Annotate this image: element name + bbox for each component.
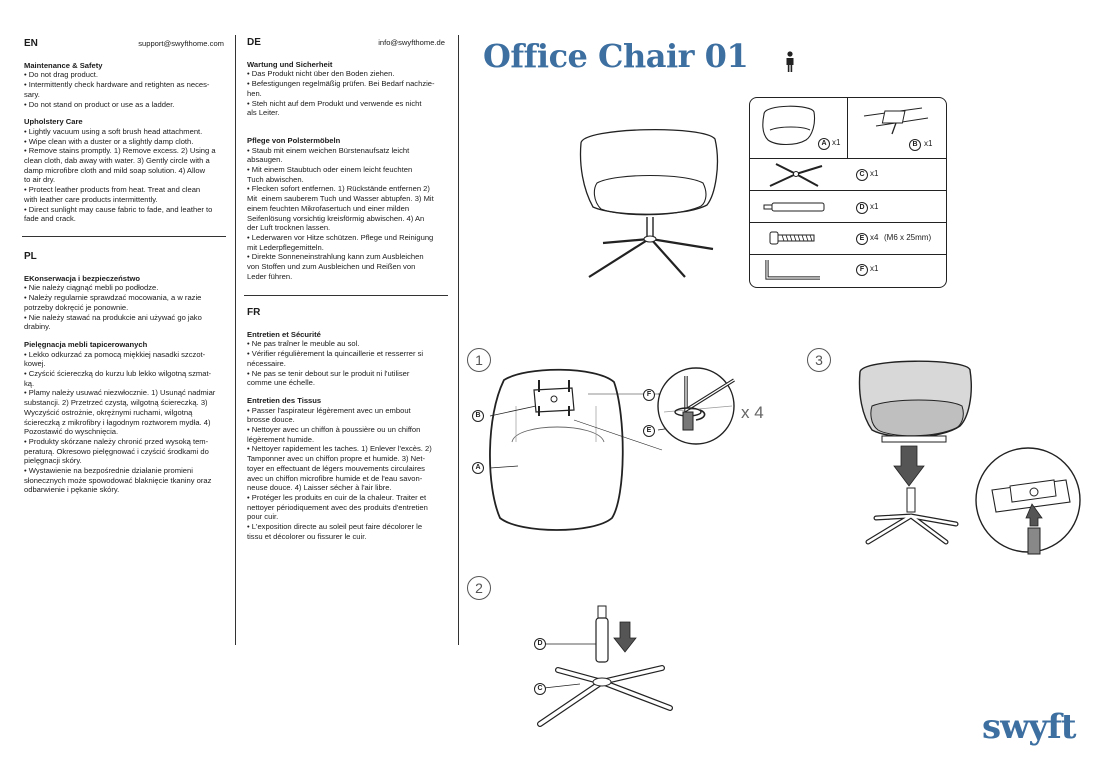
- en-line: • Lightly vacuum using a soft brush head attachment.: [24, 126, 203, 136]
- part-letter-c: C: [856, 169, 868, 181]
- pl-block-1: [24, 274, 224, 332]
- part-letter-d: D: [856, 202, 868, 214]
- parts-divider: [847, 98, 848, 158]
- fr-block-title: Entretien et Sécurité: [247, 329, 321, 339]
- column-divider-2: [458, 35, 459, 645]
- fr-line: avec un chiffon microfibre humide et de l'eau savon-: [247, 473, 423, 483]
- step-number-3: 3: [807, 348, 831, 372]
- de-line: der Luft trocknen lassen.: [247, 223, 331, 233]
- pl-line: odbarwienie i pękanie skóry.: [24, 485, 120, 495]
- en-block-title: Upholstery Care: [24, 117, 83, 127]
- en-block-1: [24, 61, 224, 110]
- pl-line: peraturą. Okresowo pielęgnować i czyścić środkami do: [24, 446, 209, 456]
- de-line: hen.: [247, 88, 262, 98]
- fr-line: tissu et décolorer ou fissurer le cuir.: [247, 531, 367, 541]
- step-2-label-d: D: [534, 638, 546, 650]
- fr-line: Tamponner avec un chiffon propre et humide. 3) Net-: [247, 454, 425, 464]
- parts-row-divider: [750, 222, 946, 223]
- gas-cylinder-part-icon: [762, 200, 826, 214]
- en-line: • Do not stand on product or use as a ladder.: [24, 99, 175, 109]
- step-1-detail-circle: [656, 366, 736, 446]
- de-line: Seifenlösung vorsichtig kreisförmig abwischen. 4) An: [247, 213, 425, 223]
- part-letter-e: E: [856, 233, 868, 245]
- step-2-cylinder-and-base: [530, 604, 680, 734]
- lang-heading-pl: PL: [24, 251, 37, 262]
- en-line: sary.: [24, 89, 40, 99]
- allen-key-part-icon: [764, 258, 824, 282]
- lang-heading-fr: FR: [247, 307, 261, 318]
- part-qty-a: x1: [832, 138, 841, 147]
- parts-list: [749, 97, 947, 288]
- part-qty-b: x1: [924, 139, 933, 148]
- brand-logo: swyft: [982, 707, 1076, 747]
- plate-part-icon: [862, 106, 932, 136]
- de-line: von Stoffen und zum Ausbleichen und Reißen von: [247, 262, 416, 272]
- en-line: • Direct sunlight may cause fabric to fade, and leather to: [24, 204, 213, 214]
- step-1-label-e: E: [643, 425, 655, 437]
- parts-row-divider: [750, 254, 946, 255]
- pl-line: • Czyścić ściereczką do kurzu lub lekko wilgotną szmat-: [24, 369, 212, 379]
- fr-line: légèrement humide.: [247, 434, 315, 444]
- down-arrow-icon: [892, 444, 926, 488]
- pl-line: • Nie należy ciągnąć mebli po podłodze.: [24, 283, 159, 293]
- part-qty-d: x1: [870, 202, 879, 211]
- part-spec-e: (M6 x 25mm): [884, 233, 932, 242]
- de-block-1: [247, 60, 445, 118]
- fr-line: • L'exposition directe au soleil peut faire décolorer le: [247, 522, 423, 532]
- page-title: Office Chair 01: [483, 37, 749, 75]
- section-en: [24, 39, 224, 224]
- de-block-title: Wartung und Sicherheit: [247, 59, 333, 69]
- de-line: • Direkte Sonneneinstrahlung kann zum Ausbleichen: [247, 252, 424, 262]
- star-base-part-icon: [768, 160, 824, 188]
- de-line: • Lederwaren vor Hitze schützen. Pflege und Reinigung: [247, 232, 434, 242]
- pl-line: słonecznych może spowodować blaknięcie tkaniny oraz: [24, 475, 212, 485]
- pl-line: • Wystawienie na bezpośrednie działanie promieni: [24, 466, 193, 476]
- de-line: Leder führen.: [247, 271, 293, 281]
- step-3-seat-shaded: [856, 360, 976, 450]
- lang-heading-en: EN: [24, 38, 38, 49]
- de-block-2: [247, 136, 445, 282]
- step-2-label-c: C: [534, 683, 546, 695]
- fr-line: • Ne pas se tenir debout sur le produit ni l'utiliser: [247, 368, 410, 378]
- pl-line: Pozostawić do wyschnięcia.: [24, 427, 119, 437]
- pl-line: Wyczyścić ostrożnie, okrężnymi ruchami, wilgotną: [24, 407, 193, 417]
- section-rule-de: [244, 295, 448, 296]
- parts-row-divider: [750, 190, 946, 191]
- pl-line: pielęgnacji skóry.: [24, 456, 82, 466]
- section-fr: [247, 308, 447, 541]
- step-1-label-b: B: [472, 410, 484, 422]
- parts-row-divider: [750, 158, 946, 159]
- de-line: einem feuchten Mikrofasertuch und einer milden: [247, 203, 410, 213]
- de-line: Tuch abwischen.: [247, 174, 304, 184]
- en-line: damp microfibre cloth and mild soap solution. 4) Allow: [24, 165, 206, 175]
- en-line: • Protect leather products from heat. Treat and clean: [24, 185, 201, 195]
- fr-block-1: [247, 330, 447, 388]
- en-line: • Intermittently check hardware and retighten as neces-: [24, 80, 210, 90]
- part-letter-f: F: [856, 264, 868, 276]
- fr-line: • Nettoyer avec un chiffon à poussière ou un chiffon: [247, 425, 421, 435]
- part-letter-b: B: [909, 139, 921, 151]
- fr-line: • Vérifier régulièrement la quincaillerie et resserrer si: [247, 349, 424, 359]
- step-1-multiplier: x 4: [741, 403, 764, 422]
- pl-line: substancji. 2) Przetrzeć czystą, wilgotną ściereczką. 3): [24, 398, 208, 408]
- de-line: • Flecken sofort entfernen. 1) Rückstände entfernen 2): [247, 184, 430, 194]
- fr-line: • Protéger les produits en cuir de la chaleur. Traiter et: [247, 492, 427, 502]
- de-line: als Leiter.: [247, 108, 280, 118]
- lang-heading-de: DE: [247, 37, 261, 48]
- step-3-detail-circle: [974, 446, 1084, 556]
- step-1-label-a: A: [472, 462, 484, 474]
- seat-part-icon: [760, 104, 820, 148]
- en-line: • Remove stains promptly. 1) Remove excess. 2) Using a: [24, 146, 216, 156]
- step-3-star-base: [862, 488, 962, 548]
- de-block-title: Pflege von Polstermöbeln: [247, 135, 341, 145]
- fr-block-title: Entretien des Tissus: [247, 395, 322, 405]
- pl-line: ką.: [24, 378, 35, 388]
- down-arrow-icon: [612, 620, 638, 656]
- step-number-1: 1: [467, 348, 491, 372]
- support-email-en[interactable]: support@swyfthome.com: [138, 39, 224, 48]
- fr-line: nettoyer périodiquement avec des produits d'entretien: [247, 502, 428, 512]
- en-block-title: Maintenance & Safety: [24, 60, 103, 70]
- pl-line: • Nie należy stawać na produkcie ani używać go jako: [24, 312, 202, 322]
- de-line: absaugen.: [247, 155, 283, 165]
- pl-line: • Należy regularnie sprawdzać mocowania, a w razie: [24, 293, 202, 303]
- fr-line: • Nettoyer rapidement les taches. 1) Enlever l'excès. 2): [247, 444, 432, 454]
- section-rule-en: [22, 236, 226, 237]
- pl-line: potrzeby dokręcić je ponownie.: [24, 302, 129, 312]
- pl-line: • Lekko odkurzać za pomocą miękkiej nasadki szczot-: [24, 349, 206, 359]
- en-line: to air dry.: [24, 175, 56, 185]
- de-line: Mit einem sauberem Tuch und Wasser abtupfen. 3) Mit: [247, 194, 434, 204]
- step-number-2: 2: [467, 576, 491, 600]
- en-block-2: [24, 117, 224, 224]
- de-line: • Befestigungen regelmäßig prüfen. Bei Bedarf nachzie-: [247, 79, 435, 89]
- en-line: clean cloth, dab away with water. 3) Gently circle with a: [24, 156, 210, 166]
- part-qty-e: x4: [870, 233, 879, 242]
- pl-line: kowej.: [24, 359, 46, 369]
- pl-block-title: Pielęgnacja mebli tapicerowanych: [24, 339, 148, 349]
- bolt-part-icon: [768, 230, 818, 246]
- chair-illustration: [575, 125, 725, 285]
- part-letter-a: A: [818, 138, 830, 150]
- part-qty-f: x1: [870, 264, 879, 273]
- de-line: • Das Produkt nicht über den Boden ziehen.: [247, 69, 395, 79]
- de-line: • Staub mit einem weichen Bürstenaufsatz leicht: [247, 145, 410, 155]
- pl-line: • Plamy należy usuwać niezwłocznie. 1) Usunąć nadmiar: [24, 388, 216, 398]
- en-line: • Do not drag product.: [24, 70, 98, 80]
- part-qty-c: x1: [870, 169, 879, 178]
- person-icon: [785, 51, 795, 73]
- support-email-de[interactable]: info@swyfthome.de: [378, 38, 445, 47]
- section-pl: [24, 252, 224, 495]
- en-line: with leather care products intermittently.: [24, 194, 158, 204]
- fr-line: • Ne pas traîner le meuble au sol.: [247, 339, 360, 349]
- pl-block-title: EKonserwacja i bezpieczeństwo: [24, 273, 141, 283]
- pl-line: • Produkty skórzane należy chronić przed wysoką tem-: [24, 436, 209, 446]
- step-1-label-f: F: [643, 389, 655, 401]
- fr-line: neuse douce. 4) Laisser sécher à l'air libre.: [247, 483, 392, 493]
- fr-block-2: [247, 396, 447, 542]
- fr-line: nécessaire.: [247, 358, 286, 368]
- fr-line: pour cuir.: [247, 512, 279, 522]
- en-line: • Wipe clean with a duster or a slightly damp cloth.: [24, 136, 194, 146]
- fr-line: comme une échelle.: [247, 378, 315, 388]
- en-line: fade and crack.: [24, 214, 76, 224]
- fr-line: • Passer l'aspirateur légèrement avec un embout: [247, 405, 411, 415]
- pl-line: ściereczką z mikrofibry i łagodnym roztworem mydła. 4): [24, 417, 211, 427]
- fr-line: brosse douce.: [247, 415, 295, 425]
- section-de: [247, 38, 445, 281]
- column-divider-1: [235, 35, 236, 645]
- pl-block-2: [24, 340, 224, 495]
- de-line: • Mit einem Staubtuch oder einem leicht feuchten: [247, 165, 413, 175]
- de-line: mit Lederpflegemitteln.: [247, 242, 324, 252]
- pl-line: drabiny.: [24, 322, 51, 332]
- fr-line: toyer en effectuant de légers mouvements circulaires: [247, 463, 425, 473]
- de-line: • Steh nicht auf dem Produkt und verwende es nicht: [247, 98, 422, 108]
